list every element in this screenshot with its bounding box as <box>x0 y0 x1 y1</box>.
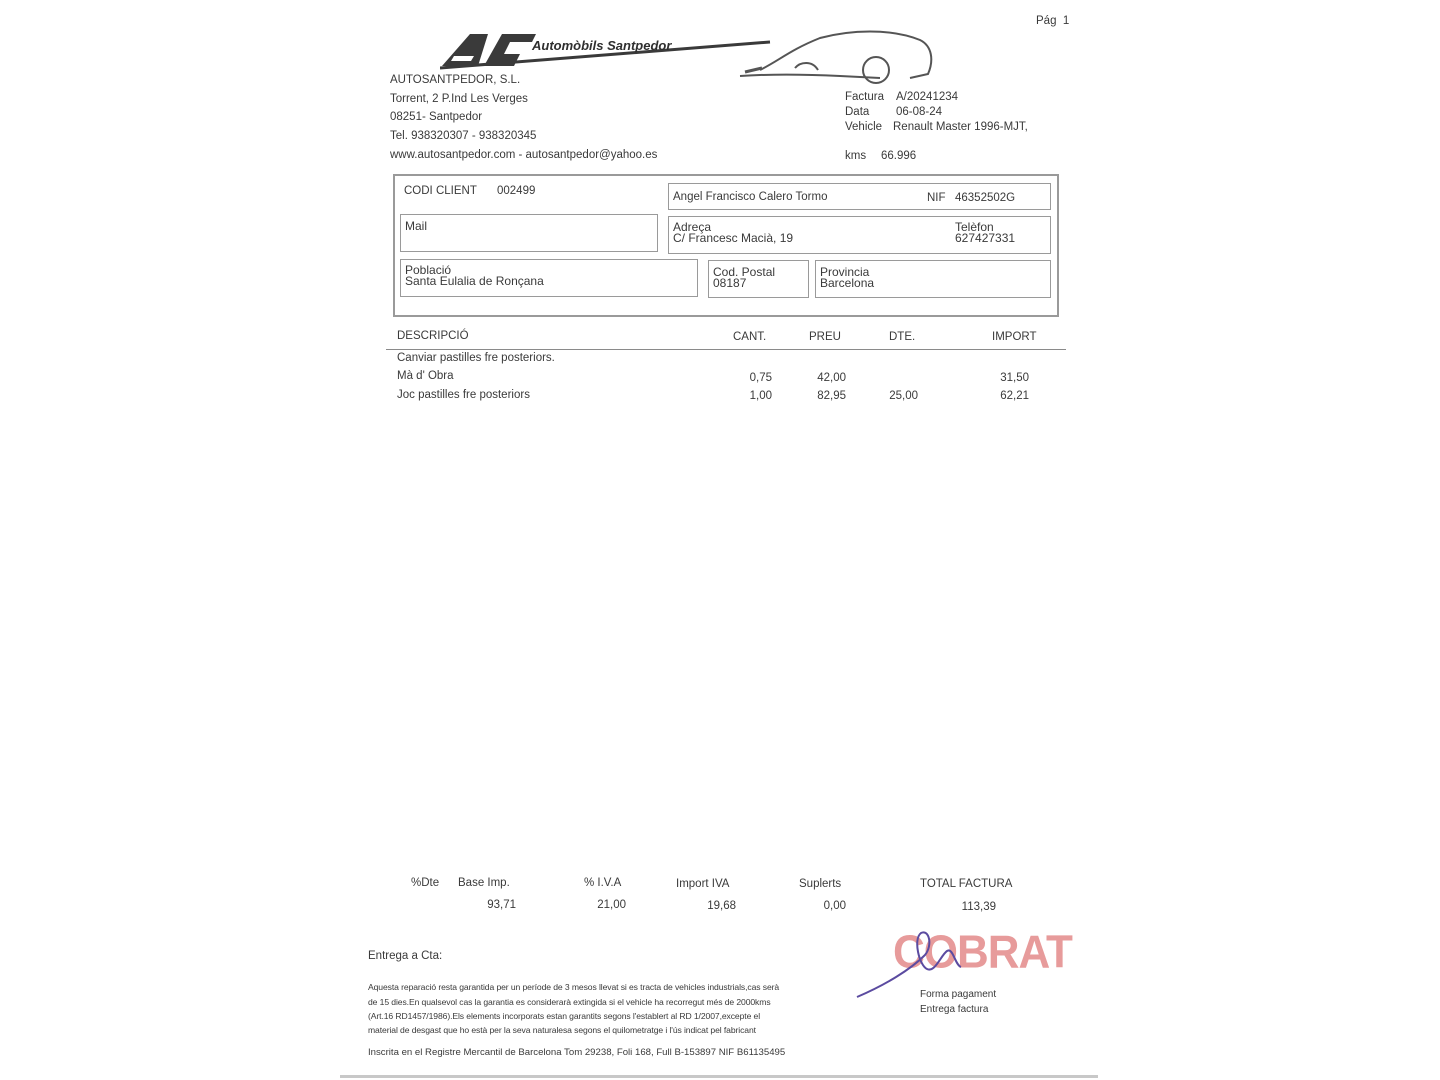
client-nif-label: NIF <box>927 192 946 204</box>
totals-iva-pct-label: % I.V.A <box>584 877 622 889</box>
brand-name: Automòbils Santpedor <box>532 38 672 53</box>
client-province-label: Provincia <box>820 265 870 279</box>
client-postal: 08187 <box>713 276 747 290</box>
row-amount: 62,21 <box>1000 390 1029 402</box>
invoice-date-label: Data <box>845 106 870 118</box>
warranty-line: de 15 dies.En qualsevol cas la garantia es considerarà extingida si el vehicle ha recorregut més de 2000kms <box>368 997 771 1007</box>
client-province-field <box>815 260 1051 298</box>
client-mail-field <box>400 214 658 252</box>
client-name: Angel Francisco Calero Tormo <box>673 191 828 203</box>
company-name: AUTOSANTPEDOR, S.L. <box>390 74 521 86</box>
client-town: Santa Eulalia de Ronçana <box>405 274 544 288</box>
delivery-label: Entrega a Cta: <box>368 950 443 962</box>
page-value: 1 <box>1062 15 1070 27</box>
client-phone: 627427331 <box>955 231 1016 245</box>
header-divider <box>386 349 1066 350</box>
warranty-line: material de desgast que ho està per la seva naturalesa segons el quilometratge i l'ús indicat pel fabricant <box>368 1025 756 1035</box>
kms-value: 66.996 <box>881 150 917 162</box>
client-mail-label: Mail <box>405 219 428 233</box>
company-city: 08251- Santpedor <box>390 111 483 123</box>
warranty-line: Aquesta reparació resta garantida per un període de 3 mesos llevat si es tracta de vehicles industrials,cas serà <box>368 982 780 992</box>
warranty-line: (Art.16 RD1457/1986).Els elements incorporats estan garantits segons l'establert al RD 1/2007,excepte el <box>368 1011 761 1021</box>
totals-disc-label: %Dte <box>411 877 440 889</box>
col-header-qty: CANT. <box>733 331 767 343</box>
client-address: C/ Francesc Macià, 19 <box>673 231 794 245</box>
invoice-number: A/20241234 <box>896 91 959 103</box>
payment-method: Entrega factura <box>920 1004 989 1015</box>
totals-iva: 19,68 <box>707 900 736 912</box>
client-town-field <box>400 259 698 297</box>
col-header-price: PREU <box>809 331 841 343</box>
col-header-amount: IMPORT <box>992 331 1037 343</box>
client-code: 002499 <box>497 185 536 197</box>
client-town-label: Població <box>405 263 452 277</box>
totals-iva-label: Import IVA <box>676 878 730 890</box>
paid-stamp: COBRAT <box>893 926 1072 979</box>
company-web: www.autosantpedor.com - autosantpedor@yahoo.es <box>390 149 658 161</box>
row-amount: 31,50 <box>1000 372 1029 384</box>
company-phone: Tel. 938320307 - 938320345 <box>390 130 537 142</box>
row-desc: Canviar pastilles fre posteriors. <box>397 352 555 364</box>
page-number <box>1036 15 1069 27</box>
row-qty: 0,75 <box>749 372 772 384</box>
row-price: 42,00 <box>817 372 846 384</box>
col-header-disc: DTE. <box>889 331 916 343</box>
client-code-label: CODI CLIENT <box>404 185 477 197</box>
totals-total: 113,39 <box>961 901 996 913</box>
invoice-date: 06-08-24 <box>896 106 943 118</box>
row-qty: 1,00 <box>749 390 772 402</box>
page-bottom-edge <box>340 1075 1098 1078</box>
invoice-number-label: Factura <box>845 91 884 103</box>
client-address-field <box>668 216 1051 254</box>
totals-supl: 0,00 <box>823 900 846 912</box>
totals-total-label: TOTAL FACTURA <box>920 878 1013 890</box>
row-disc: 25,00 <box>889 390 918 402</box>
client-nif: 46352502G <box>955 192 1016 204</box>
totals-iva-pct: 21,00 <box>597 899 626 911</box>
client-address-label: Adreça <box>673 220 712 234</box>
col-header-desc: DESCRIPCIÓ <box>397 330 469 342</box>
row-price: 82,95 <box>817 390 846 402</box>
totals-base: 93,71 <box>487 899 516 911</box>
client-phone-label: Telèfon <box>955 220 994 234</box>
kms-label: kms <box>845 150 867 162</box>
row-desc: Joc pastilles fre posteriors <box>397 389 530 401</box>
client-postal-field <box>708 260 809 298</box>
vehicle-value: Renault Master 1996-MJT, <box>893 121 1028 133</box>
totals-base-label: Base Imp. <box>458 877 510 889</box>
row-desc: Mà d' Obra <box>397 370 454 382</box>
client-province: Barcelona <box>820 276 875 290</box>
registry-line: Inscrita en el Registre Mercantil de Barcelona Tom 29238, Foli 168, Full B-153897 NIF B61135495 <box>368 1047 786 1058</box>
vehicle-label: Vehicle <box>845 121 883 133</box>
client-name-field <box>668 183 1051 210</box>
client-postal-label: Cod. Postal <box>713 265 776 279</box>
payment-label: Forma pagament <box>920 989 997 1000</box>
company-address: Torrent, 2 P.Ind Les Verges <box>390 93 528 105</box>
page-label: Pág <box>1036 15 1057 27</box>
totals-supl-label: Suplerts <box>799 878 842 890</box>
